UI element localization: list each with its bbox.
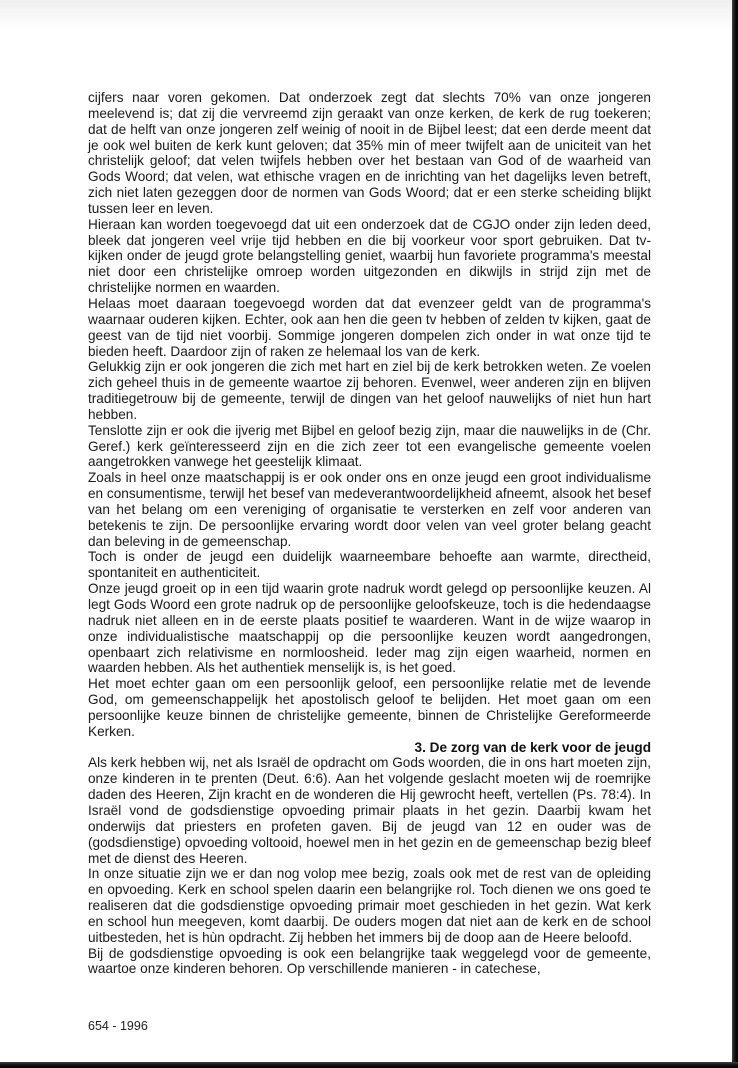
paragraph: Helaas moet daaraan toegevoegd worden dat dat evenzeer geldt van de programma's waarnaar ouderen kijken. Echter, ook aan hen die geen tv hebben of zelden tv kijken, gaat de geest van de tijd niet voorbij. Sommige jongeren dompelen zich onder in wat onze tijd te bieden heeft. Daardoor zijn of raken ze helemaal los van de kerk.	[88, 295, 651, 359]
page-number-footer: 654 - 1996	[88, 1019, 148, 1033]
paragraph: Zoals in heel onze maatschappij is er ook onder ons en onze jeugd een groot individualisme en consumentisme, terwijl het besef van medeverantwoordelijkheid afneemt, alsook het besef van het belang om een vereniging of organisatie te versterken en zelf voor anderen van betekenis te zijn. De persoonlijke ervaring wordt door velen van veel groter belang geacht dan beleving in de gemeenschap.	[88, 470, 651, 549]
paragraph: Het moet echter gaan om een persoonlijk geloof, een persoonlijke relatie met de levende God, om gemeenschappelijk het apostolisch geloof te belijden. Het moet gaan om een persoonlijke keuze binnen de christelijke gemeente, binnen de Christelijke Gereformeerde Kerken.	[88, 676, 651, 739]
paragraph: In onze situatie zijn we er dan nog volop mee bezig, zoals ook met de rest van de opleiding en opvoeding. Kerk en school spelen daarin een belangrijke rol. Toch dienen we ons goed te realiseren dat die godsdienstige opvoeding primair moet geschieden in het gezin. Wat kerk en school hun meegeven, komt daarbij. De ouders mogen dat niet aan de kerk en de school uitbesteden, het is hùn opdracht. Zij hebben het immers bij de doop aan de Heere beloofd.	[88, 866, 651, 945]
page-shading	[0, 0, 732, 30]
scan-edge-bottom	[0, 1062, 738, 1068]
paragraph: Hieraan kan worden toegevoegd dat uit een onderzoek dat de CGJO onder zijn leden deed, bleek dat jongeren veel vrije tijd hebben en die bij voorkeur voor sport gebruiken. Dat tv-kijken onder de jeugd grote belangstelling geniet, waarbij hun favoriete programma's meestal niet door een christelijke omroep worden uitgezonden en dikwijls in strijd zijn met de christelijke normen en waarden.	[88, 216, 651, 296]
paragraph: Als kerk hebben wij, net als Israël de opdracht om Gods woorden, die in ons hart moeten zijn, onze kinderen in te prenten (Deut. 6:6). Aan het volgende geslacht moeten wij de roemrijke daden des Heeren, Zijn kracht en de wonderen die Hij gewrocht heeft, vertellen (Ps. 78:4). In Israël vond de godsdienstige opvoeding primair plaats in het gezin. Daarbij kwam het onderwijs dat priesters en profeten gaven. Bij de jeugd van 12 en ouder was de (godsdienstige) opvoeding voltooid, hoewel men in het gezin en de gemeenschap bezig bleef met de dienst des Heeren.	[88, 755, 651, 866]
paragraph: Toch is onder de jeugd een duidelijk waarneembare behoefte aan warmte, directheid, spontaniteit en authenticiteit.	[88, 549, 651, 581]
paragraph: Tenslotte zijn er ook die ijverig met Bijbel en geloof bezig zijn, maar die nauwelijks in de (Chr. Geref.) kerk geïnteresseerd zijn en die zich zeer tot een evangelische gemeente voelen aangetrokken vanwege het geestelijk klimaat.	[88, 422, 651, 470]
paragraph: Onze jeugd groeit op in een tijd waarin grote nadruk wordt gelegd op persoonlijke keuzen. Al legt Gods Woord een grote nadruk op de persoonlijke geloofskeuze, toch is die hedendaagse nadruk niet alleen en in de eerste plaats positief te waarderen. Want in de wijze waarop in onze individualistische maatschappij op die persoonlijke keuzen wordt aangedrongen, openbaart zich relativisme en normloosheid. Ieder mag zijn eigen waarheid, normen en waarden hebben. Als het authentiek menselijk is, is het goed.	[88, 581, 651, 676]
section-heading: 3. De zorg van de kerk voor de jeugd	[414, 739, 651, 755]
paragraph: cijfers naar voren gekomen. Dat onderzoek zegt dat slechts 70% van onze jongeren meelevend is; dat zij die vervreemd zijn geraakt van onze kerken, de kerk de rug toekeren; dat de helft van onze jongeren zelf weinig of nooit in de Bijbel leest; dat een derde meent dat je ook wel buiten de kerk kunt geloven; dat 35% min of meer twijfelt aan de uniciteit van het christelijk geloof; dat velen twijfels hebben over het bestaan van God of de waarheid van Gods Woord; dat velen, wat ethische vragen en de inrichting van het dagelijks leven betreft, zich niet laten gezeggen door de normen van Gods Woord; dat er een sterke scheiding blijkt tussen leer en leven.	[88, 90, 651, 216]
scan-edge-right	[732, 0, 738, 1068]
body-text-column	[88, 90, 651, 977]
paragraph: Bij de godsdienstige opvoeding is ook een belangrijke taak weggelegd voor de gemeente, waartoe onze kinderen behoren. Op verschillende manieren - in catechese,	[88, 945, 651, 977]
paragraph: Gelukkig zijn er ook jongeren die zich met hart en ziel bij de kerk betrokken weten. Ze voelen zich geheel thuis in de gemeente waartoe zij behoren. Evenwel, weer anderen zijn en blijven traditiegetrouw bij de gemeente, terwijl de dingen van het geloof nauwelijks of niet hun hart hebben.	[88, 359, 651, 422]
